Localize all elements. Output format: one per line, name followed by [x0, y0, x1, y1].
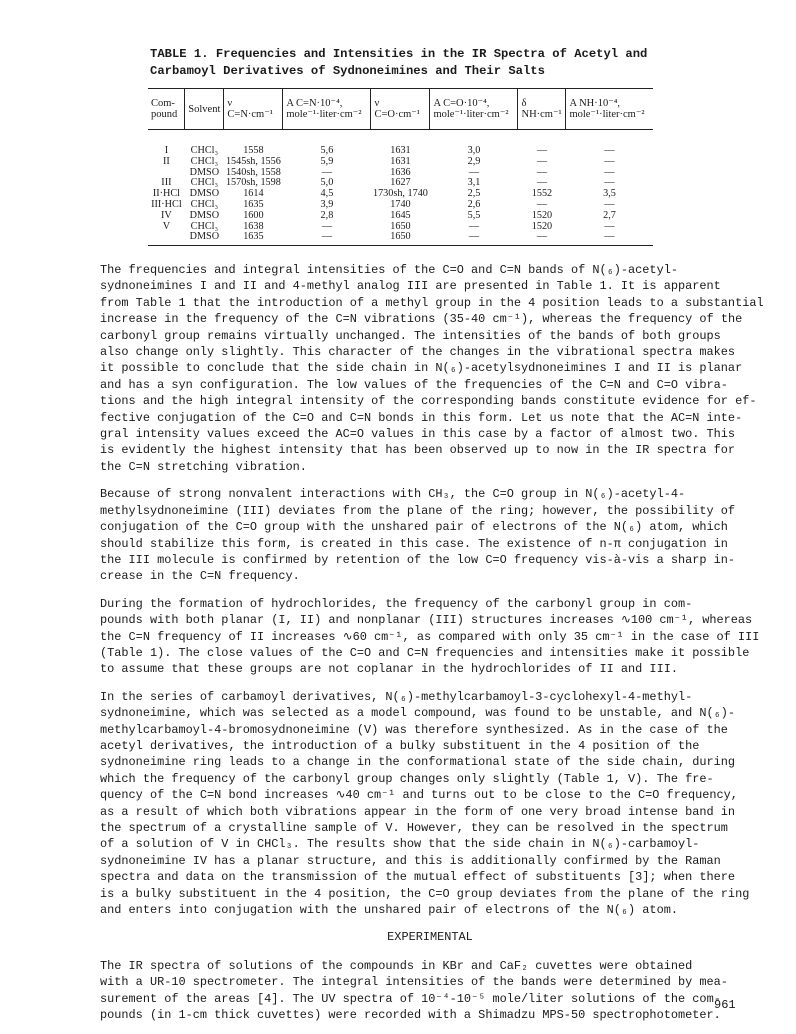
text-line: tions and the high integral intensity of the corresponding bands constitute evidence for ef- [100, 394, 757, 409]
text-line: Because of strong nonvalent interactions with CH₃, the C=O group in N(₆)-acetyl-4- [100, 487, 686, 502]
table-cell: DMSO [185, 232, 224, 245]
table-cell: CHCl₃ [190, 145, 219, 156]
table-cell: 1552 [531, 188, 553, 200]
text-line: the III molecule is confirmed by retention of the low C=O frequency vis-à-vis a sharp in- [100, 552, 736, 567]
table-cell: 2,5 [467, 188, 481, 200]
text-line: it possible to conclude that the side chain in N(₆)-acetylsydnoneimines I and II is planar [100, 361, 743, 376]
text-line: During the formation of hydrochlorides, the frequency of the carbonyl group in com- [100, 596, 693, 611]
table-cell: — [604, 220, 615, 232]
table-header-cell: Solvent [185, 89, 224, 130]
table-row [148, 130, 653, 157]
table-cell: — [604, 198, 615, 210]
table-header-cell: Com-pound [148, 89, 185, 130]
text-line: quency of the C=N bond increases ∿40 cm⁻¹ and turns out to be close to the C=O frequency, [100, 788, 738, 803]
table-cell: 1740 [390, 198, 411, 210]
text-line: also change only slightly. This character of the changes in the vibrational spectra makes [100, 345, 736, 360]
body-text [100, 262, 764, 1034]
table-cell: — [604, 166, 615, 178]
paragraph [100, 486, 760, 584]
table-cell: — [283, 232, 371, 245]
caption-line: TABLE 1. Frequencies and Intensities in the IR Spectra of Acetyl and [150, 47, 648, 61]
table-header-cell: ν C=O·cm⁻¹ [371, 89, 430, 130]
table-cell: — [604, 177, 615, 189]
table-cell: II [163, 155, 170, 167]
experimental-heading: EXPERIMENTAL [387, 930, 473, 945]
table-cell: 1614 [243, 188, 264, 200]
text-line: In the series of carbamoyl derivatives, N(₆)-methylcarbamoyl-3-cyclohexyl-4-methyl- [100, 689, 693, 704]
caption-line: Carbamoyl Derivatives of Sydnoneimines and Their Salts [150, 64, 545, 78]
table-cell: — [604, 145, 615, 156]
text-line: spectra and data on the transmission of the mutual effect of substituents [3]; when there [100, 870, 736, 885]
page-number: 961 [714, 998, 736, 1012]
table-cell: 1650 [371, 232, 430, 245]
table-cell: — [536, 155, 548, 167]
table-cell: 2,9 [467, 155, 481, 167]
text-line: fective conjugation of the C=O and C=N bonds in this form. Let us note that the AC=N inte- [100, 410, 743, 425]
text-line: increase in the frequency of the C=N vibrations (35-40 cm⁻¹), whereas the frequency of the [100, 312, 743, 327]
table-cell: — [536, 145, 548, 156]
table-1 [148, 88, 653, 246]
table-cell: — [430, 232, 518, 245]
table-cell: — [536, 198, 548, 210]
text-line: sydnoneimine, which was selected as a model compound, was found to be unstable, and N(₆)- [100, 706, 736, 721]
text-line: the C=N frequency of II increases ∿60 cm⁻¹, as compared with only 35 cm⁻¹ in the case of III [100, 629, 760, 644]
table-row [148, 211, 653, 222]
table-cell: 1545sh, 1556 [225, 155, 281, 167]
text-line: carbonyl group remains virtually unchanged. The intensities of the bands of both groups [100, 328, 721, 343]
table-cell: CHCl₃ [190, 155, 219, 167]
table-body [148, 130, 653, 246]
table-cell: 3,1 [467, 177, 481, 189]
table-cell: 1631 [390, 155, 411, 167]
table-cell: — [321, 166, 332, 178]
text-line: pounds with both planar (I, II) and nonplanar (III) structures increases ∿100 cm⁻¹, whereas [100, 613, 753, 628]
table-cell: DMSO [189, 188, 220, 200]
text-line: and has a syn configuration. The low values of the frequencies of the C=N and C=O vibra- [100, 377, 728, 392]
table-cell: 1520 [531, 209, 553, 221]
paragraph [100, 596, 760, 678]
table-cell: CHCl₃ [190, 177, 219, 189]
table-cell: CHCl₃ [190, 198, 219, 210]
table-header-row [148, 89, 653, 130]
table-row [148, 157, 653, 168]
text-line: is a bulky substituent in the 4 position, the C=O group deviates from the plane of the ring [100, 886, 750, 901]
table-cell: 1635 [224, 232, 283, 245]
table-cell: — [321, 220, 332, 232]
text-line: gral intensity values exceed the AC=O values in this case by a factor of almost two. This [100, 427, 736, 442]
text-line: the spectrum of a crystalline sample of V. However, they can be resolved in the spectrum [100, 821, 728, 835]
text-line: is evidently the highest intensity that has been observed up to now in the IR spectra for [100, 443, 736, 458]
table-cell: 1558 [243, 145, 264, 156]
text-line: from Table 1 that the introduction of a methyl group in the 4 position leads to a substantial [100, 295, 764, 310]
table-cell: — [518, 232, 566, 245]
text-line: with a UR-10 spectrometer. The integral intensities of the bands were determined by mea- [100, 975, 728, 990]
text-line: the C=N stretching vibration. [100, 459, 307, 474]
table-header-cell: A C=O·10⁻⁴, mole⁻¹·liter·cm⁻² [430, 89, 518, 130]
table-cell: 2,7 [603, 209, 616, 221]
text-line: crease in the C=N frequency. [100, 569, 300, 584]
table-cell: V [162, 220, 171, 232]
table-cell: 1730sh, 1740 [372, 188, 428, 200]
table-cell: 1635 [243, 198, 264, 210]
table-cell: 1631 [390, 145, 411, 156]
table-header-cell: δ NH·cm⁻¹ [518, 89, 566, 130]
text-line: sydnoneimine IV has a planar structure, and this is additionally confirmed by the Raman [100, 853, 721, 868]
table-cell: 1540sh, 1558 [225, 166, 281, 178]
text-line: methylsydnoneimine (III) deviates from the plane of the ring; however, the possibility of [100, 503, 736, 518]
text-line: of a solution of V in CHCl₃. The results show that the side chain in N(₆)-carbamoyl- [100, 837, 700, 852]
table-cell: 5,5 [467, 209, 481, 221]
text-line: and enters into conjugation with the unshared pair of electrons of the N(₆) atom. [100, 903, 678, 918]
table-cell: IV [161, 209, 172, 221]
table-cell: CHCl₃ [190, 220, 219, 232]
table-cell: 3,5 [603, 188, 616, 200]
table-cell: 1570sh, 1598 [225, 177, 281, 189]
table-cell: 3,0 [467, 145, 481, 156]
table-cell: 5,6 [320, 145, 334, 156]
text-line: The frequencies and integral intensities of the C=O and C=N bands of N(₆)-acetyl- [100, 263, 678, 277]
table-cell: — [468, 220, 480, 232]
text-line: to assume that these groups are not coplanar in the hydrochlorides of II and III. [100, 662, 678, 677]
paragraphs [100, 262, 764, 918]
table-cell: — [536, 177, 548, 189]
table-cell: 1645 [390, 209, 411, 221]
table-cell: 5,9 [320, 155, 334, 167]
table-cell: 1627 [390, 177, 411, 189]
table-caption [150, 46, 690, 80]
text-line: should stabilize this form, is created in this case. The existence of n-π conjugation in [100, 536, 728, 551]
experimental-paragraph [100, 958, 760, 1024]
table-cell: 1638 [243, 220, 264, 232]
table-header-cell: A C=N·10⁻⁴, mole⁻¹·liter·cm⁻² [283, 89, 371, 130]
table-cell: 5,0 [320, 177, 334, 189]
table-cell: — [604, 155, 615, 167]
table-cell: III·HCl [151, 198, 182, 210]
table-cell: 1636 [390, 166, 411, 178]
table-cell: 1650 [390, 220, 411, 232]
table-row [148, 232, 653, 245]
table-cell: — [536, 166, 548, 178]
text-line: conjugation of the C=O group with the unshared pair of electrons of the N(₆) atom, which [100, 520, 728, 535]
text-line: pounds (in 1-cm thick cuvettes) were recorded with a Shimadzu MPS-50 spectrophotometer. [100, 1008, 721, 1023]
table-cell: III [161, 177, 172, 189]
table-cell: I [164, 145, 169, 156]
text-line: The IR spectra of solutions of the compounds in KBr and CaF₂ cuvettes were obtained [100, 958, 693, 973]
table-cell [148, 232, 185, 245]
table-cell: 4,5 [320, 188, 334, 200]
table-cell: — [566, 232, 653, 245]
table-cell: 2,8 [320, 209, 334, 221]
table-header-cell: ν C=N·cm⁻¹ [224, 89, 283, 130]
table-cell: 2,6 [467, 198, 481, 210]
table-cell: — [468, 166, 480, 178]
text-line: acetyl derivatives, the introduction of a bulky substituent in the 4 position of the [100, 738, 700, 753]
table-cell: DMSO [189, 166, 220, 178]
text-line: (Table 1). The close values of the C=O and C=N frequencies and intensities make it possible [100, 645, 750, 660]
text-line: sydnoneimine ring leads to a change in the conformational state of the side chain, during [100, 755, 736, 770]
table-cell: II·HCl [152, 188, 180, 200]
table-cell: 1600 [243, 209, 264, 221]
table-cell: DMSO [189, 209, 220, 221]
paragraph [100, 262, 764, 475]
text-line: which the frequency of the carbonyl group changes only slightly (Table 1, V). The fre- [100, 771, 714, 786]
paragraph [100, 689, 760, 919]
table-header-cell: A NH·10⁻⁴, mole⁻¹·liter·cm⁻² [566, 89, 653, 130]
table-cell: 3,9 [320, 198, 334, 210]
text-line: methylcarbamoyl-4-bromosydnoneimine (V) was therefore synthesized. As in the case of the [100, 722, 728, 737]
text-line: as a result of which both vibrations appear in the form of one very broad intense band in [100, 804, 736, 819]
text-line: surement of the areas [4]. The UV spectra of 10⁻⁴-10⁻⁵ mole/liter solutions of the com- [100, 991, 721, 1006]
table-cell: 1520 [531, 220, 553, 232]
text-line: sydnoneimines I and II and 4-methyl analog III are presented in Table 1. It is apparent [100, 279, 721, 294]
